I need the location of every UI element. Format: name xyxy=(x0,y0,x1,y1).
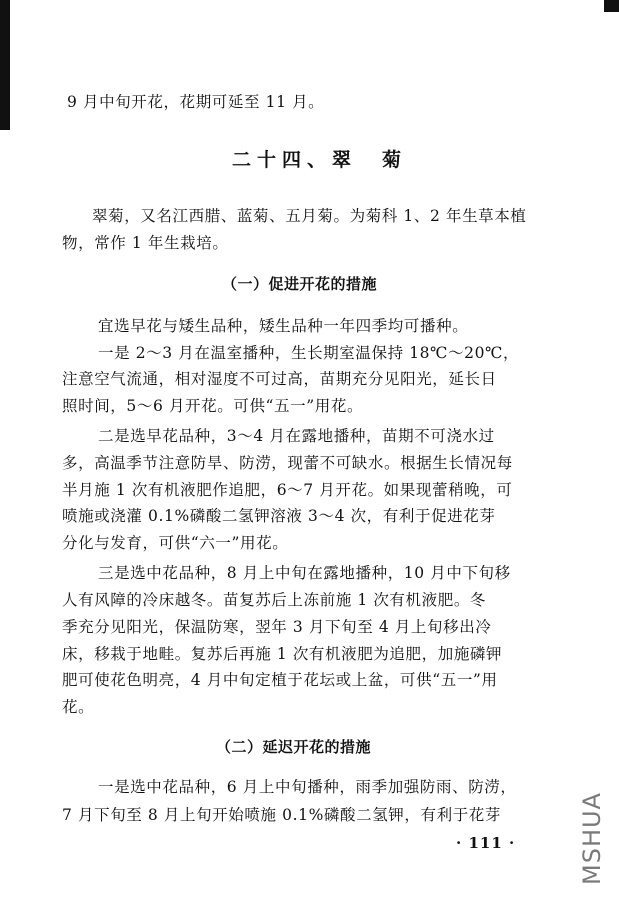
paragraph-line: 半月施 1 次有机液肥作追肥，6～7 月开花。如果现蕾稍晚，可 xyxy=(62,481,513,499)
intro-line-2: 物，常作 1 年生栽培。 xyxy=(62,234,229,252)
subheading-promote: （一）促进开花的措施 xyxy=(222,275,378,293)
subheading-delay: （二）延迟开花的措施 xyxy=(216,738,372,756)
paragraph-line: 床，移栽于地畦。复苏后再施 1 次有机液肥为追肥，加施磷钾 xyxy=(62,645,503,663)
paragraph-line: 注意空气流通，相对湿度不可过高，苗期充分见阳光，延长日 xyxy=(62,370,497,388)
paragraph-line: 照时间，5～6 月开花。可供“五一”用花。 xyxy=(62,397,364,415)
page-number: · 111 · xyxy=(456,834,516,852)
watermark-text: MSHUA xyxy=(578,792,606,885)
section-title: 二十四、翠 菊 xyxy=(232,149,408,171)
paragraph-line: 一是选中花品种，6 月上中旬播种，雨季加强防雨、防涝， xyxy=(98,778,517,796)
paragraph-line: 7 月下旬至 8 月上旬开始喷施 0.1%磷酸二氢钾，有利于花芽 xyxy=(62,806,502,824)
paragraph-line: 二是选早花品种，3～4 月在露地播种，苗期不可浇水过 xyxy=(98,427,495,445)
paragraph-line: 宜选早花与矮生品种，矮生品种一年四季均可播种。 xyxy=(98,317,469,335)
paragraph-line: 一是 2～3 月在温室播种，生长期室温保持 18℃～20℃， xyxy=(98,344,520,362)
paragraph-line: 季充分见阳光，保温防寒，翌年 3 月下旬至 4 月上旬移出冷 xyxy=(62,618,492,636)
paragraph-line: 人有风障的冷床越冬。苗复苏后上冻前施 1 次有机液肥。冬 xyxy=(62,591,487,609)
paragraph-line: 花。 xyxy=(62,698,95,716)
paragraph-line: 多，高温季节注意防旱、防涝，现蕾不可缺水。根据生长情况每 xyxy=(62,454,513,472)
paragraph-line: 喷施或浇灌 0.1%磷酸二氢钾溶液 3～4 次，有利于促进花芽 xyxy=(62,507,496,525)
paragraph-line: 分化与发育，可供“六一”用花。 xyxy=(62,534,289,552)
continuation-line: 9 月中旬开花，花期可延至 11 月。 xyxy=(67,93,325,111)
scan-edge-mark xyxy=(0,0,10,130)
paragraph-line: 三是选中花品种，8 月上中旬在露地播种，10 月中下旬移 xyxy=(98,564,511,582)
intro-line-1: 翠菊，又名江西腊、蓝菊、五月菊。为菊科 1、2 年生草本植 xyxy=(92,207,527,225)
paragraph-line: 肥可使花色明亮，4 月中旬定植于花坛或上盆，可供“五一”用 xyxy=(62,671,498,689)
scan-corner-mark xyxy=(604,0,619,12)
